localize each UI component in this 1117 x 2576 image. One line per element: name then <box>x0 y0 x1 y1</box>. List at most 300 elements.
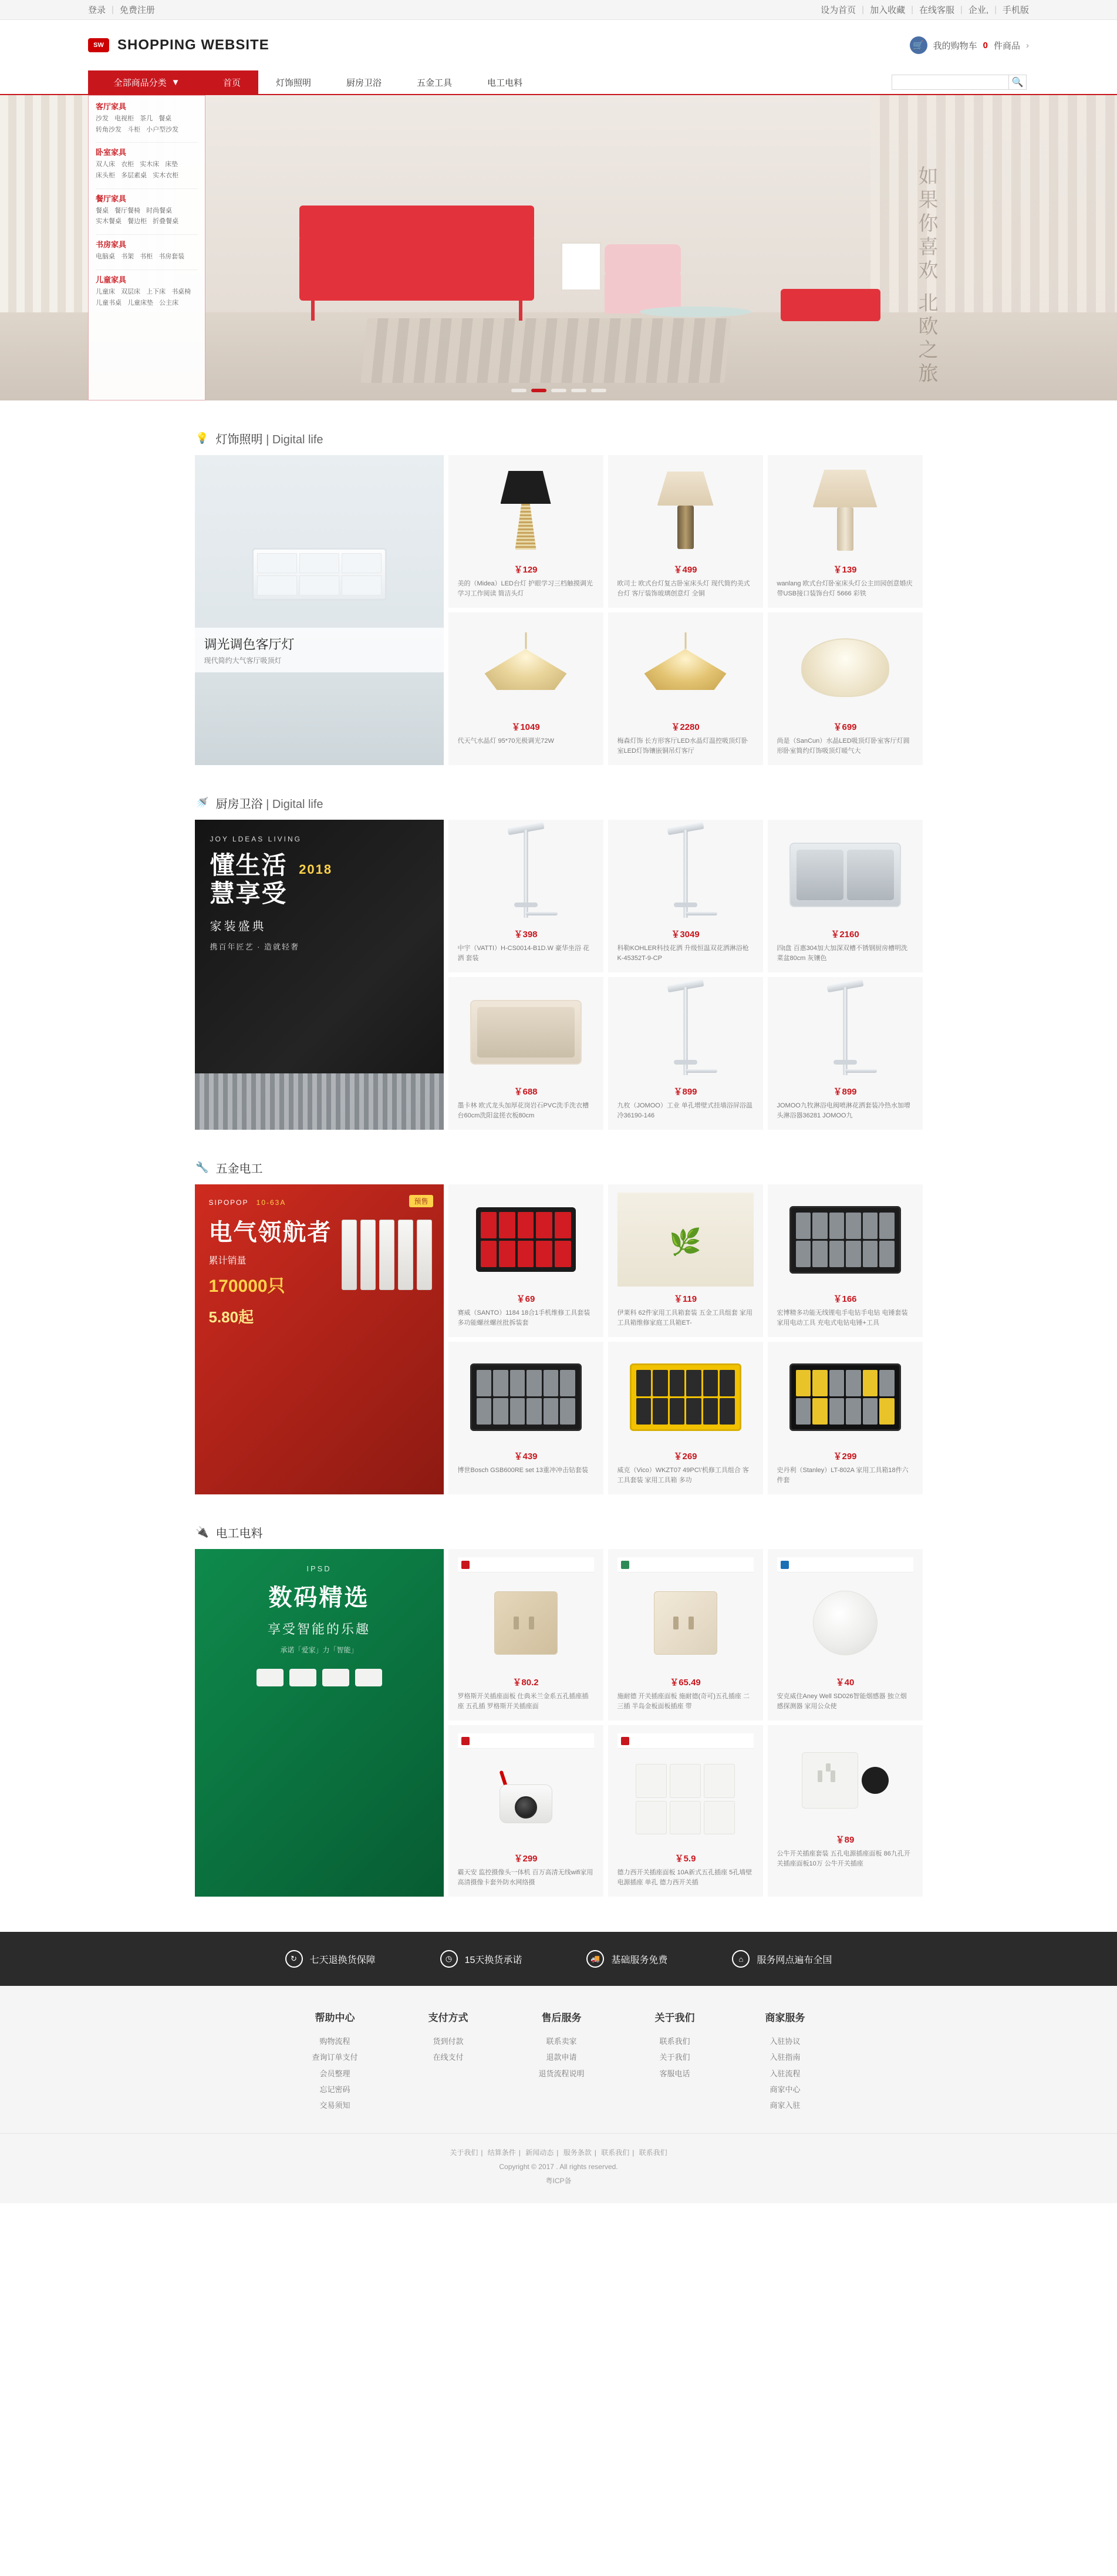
brand-header <box>458 1557 594 1572</box>
product-price: ￥40 <box>835 1678 855 1688</box>
service-item-shipping[interactable] <box>586 1950 667 1968</box>
section-lighting <box>195 400 923 765</box>
food-banner-art <box>617 1193 754 1287</box>
chandelier-art <box>482 632 570 703</box>
service-bar <box>0 1932 1117 1986</box>
category-link[interactable]: 上下床 <box>146 288 166 295</box>
device-art <box>210 1669 428 1686</box>
footer-link[interactable]: 联系我们 <box>659 2037 690 2046</box>
category-link[interactable]: 书架 <box>121 253 134 261</box>
carousel-dot[interactable] <box>511 389 527 392</box>
footer-bottom-link[interactable]: 结算条件 <box>487 2149 516 2157</box>
product-desc: 威克（Vico）WKZT07 49PC\'机修工具组合 客工具套装 家用工具箱 多功 <box>617 1467 749 1484</box>
promo-title: 调光调色客厅灯 <box>204 637 295 652</box>
product-price: ￥299 <box>833 1452 857 1462</box>
product-card[interactable] <box>448 455 603 608</box>
service-label: 基础服务免费 <box>611 1955 668 1965</box>
product-image <box>777 1733 913 1827</box>
product-card[interactable] <box>768 455 923 608</box>
nav-item-kitchen[interactable]: 厨房卫浴 <box>346 78 382 88</box>
register-link[interactable]: 免费注册 <box>119 5 155 15</box>
product-desc: 中宇（VATTI）H-CS0014-B1D.W 豪华坐浴 花洒 套装 <box>457 945 590 962</box>
footer-column-title: 帮助中心 <box>315 2012 355 2023</box>
product-card[interactable] <box>768 1184 923 1337</box>
product-image <box>458 828 594 922</box>
product-desc: 伊莱科 62件家用工具箱套装 五金工具组套 家用工具箱维修家庭工具箱ET- <box>617 1309 752 1326</box>
product-image <box>617 1576 754 1670</box>
product-desc: 安克威住Aney Well SD026智能烟感器 独立烟感探测器 家用公众使 <box>777 1693 907 1710</box>
wall-socket-gold-art <box>494 1591 558 1655</box>
category-link[interactable]: 实木衣柜 <box>153 172 179 180</box>
category-link[interactable]: 多层素桌 <box>121 172 147 180</box>
divider <box>96 142 198 143</box>
section-title <box>216 1524 263 1541</box>
footer-column-title: 支付方式 <box>428 2012 468 2023</box>
cart-count: 0 <box>983 40 988 50</box>
category-link[interactable]: 小户型沙发 <box>146 126 179 133</box>
shower-faucet-art <box>497 825 555 925</box>
product-card[interactable] <box>768 820 923 972</box>
footer-bottom <box>0 2133 1117 2203</box>
promo-eyebrow: IPSD <box>306 1564 332 1573</box>
promo-brand: SIPOPOP <box>208 1198 249 1207</box>
product-card[interactable] <box>608 1725 763 1897</box>
product-card[interactable] <box>608 1342 763 1494</box>
nav-item-hardware[interactable]: 五金工具 <box>417 78 453 88</box>
tool-case-art <box>789 1206 901 1274</box>
section-subtitle-text: | Digital life <box>266 798 323 811</box>
product-desc: 科勒KOHLER科技花洒 升级恒温双花洒淋浴枪 K-45352T-9-CP <box>617 945 749 962</box>
set-homepage-link[interactable]: 设为首页 <box>821 5 856 15</box>
product-price: ￥269 <box>673 1452 697 1462</box>
service-item-exchange[interactable] <box>440 1950 522 1968</box>
category-link[interactable]: 餐边柜 <box>127 218 147 225</box>
service-item-return[interactable] <box>285 1950 376 1968</box>
brand-icon <box>621 1561 629 1569</box>
footer-column-payment <box>428 2009 468 2113</box>
product-card[interactable] <box>448 1184 603 1337</box>
promo-banner-hardware[interactable] <box>195 1184 444 1494</box>
service-label: 七天退换货保障 <box>309 1955 376 1965</box>
stone-sink-art <box>470 1000 582 1065</box>
nav-item-electrical[interactable]: 电工电料 <box>487 78 523 88</box>
footer-column-about <box>655 2009 695 2113</box>
footer-link[interactable]: 购物流程 <box>319 2037 350 2046</box>
footer-bottom-link[interactable]: 服务条款 <box>563 2149 592 2157</box>
product-price: ￥899 <box>673 1087 697 1097</box>
logo[interactable] <box>88 37 269 53</box>
service-item-network[interactable] <box>732 1950 832 1968</box>
footer-bottom-link[interactable]: 新闻动态 <box>525 2149 554 2157</box>
lamp-base-art <box>515 504 536 550</box>
product-desc: 欧司士 欧式台灯复古卧室床头灯 现代简约美式台灯 客厅装饰玻璃创意灯 全铜 <box>617 580 750 597</box>
cart-label: 我的购物车 <box>933 41 977 51</box>
product-price: ￥2280 <box>671 722 700 732</box>
product-image <box>617 621 754 715</box>
promo-title: 数码精选 <box>268 1585 370 1611</box>
clock-icon: ◷ <box>440 1950 458 1968</box>
footer-column-merchant <box>765 2009 805 2113</box>
product-grid <box>195 1184 923 1494</box>
footer-link[interactable]: 货到付款 <box>433 2037 464 2046</box>
promo-banner-electrical[interactable] <box>195 1549 444 1897</box>
product-desc: 尚是（SanCun）水晶LED吸顶灯卧室客厅灯圆形卧室简约灯饰吸顶灯暖气大 <box>777 738 910 755</box>
category-link[interactable]: 书桌椅 <box>171 288 191 295</box>
category-links <box>96 159 198 181</box>
logo-badge-text: SW <box>93 42 104 49</box>
logo-text: SHOPPING WEBSITE <box>117 37 269 53</box>
product-price: ￥899 <box>833 1087 857 1097</box>
tool-case-black-art <box>789 1363 901 1431</box>
hero-banner[interactable] <box>0 95 1117 400</box>
shower-faucet-art <box>656 982 715 1082</box>
product-grid <box>195 1549 923 1897</box>
category-link[interactable]: 公主床 <box>159 299 179 307</box>
promo-badge: 2018 <box>299 862 333 877</box>
product-price: ￥1049 <box>511 722 540 732</box>
category-group-title: 书房家具 <box>96 240 127 250</box>
footer-link[interactable]: 客服电话 <box>659 2069 690 2078</box>
lamp-base-art <box>677 506 694 549</box>
steel-sink-art <box>789 843 901 907</box>
mobile-link[interactable]: 手机版 <box>1002 5 1029 15</box>
truck-icon: 🚚 <box>586 1950 604 1968</box>
lamp-shade-art <box>657 472 714 506</box>
chevron-down-icon: ▼ <box>171 77 180 87</box>
shower-faucet-art <box>656 825 715 925</box>
category-link[interactable]: 转角沙发 <box>96 126 122 133</box>
promo-banner-lighting[interactable] <box>195 455 444 765</box>
drill-case-art <box>470 1363 582 1431</box>
category-link[interactable]: 餐桌 <box>96 207 109 214</box>
footer-link[interactable]: 商家中心 <box>770 2085 801 2094</box>
section-title-text: 灯饰照明 <box>215 433 263 446</box>
tool-icon: 🔧 <box>195 1161 209 1173</box>
site-footer <box>0 1986 1117 2203</box>
category-link[interactable]: 电脑桌 <box>96 253 115 261</box>
footer-link[interactable]: 入驻协议 <box>770 2037 801 2046</box>
kitchen-icon: 🚿 <box>195 797 209 809</box>
category-link[interactable]: 实木餐桌 <box>96 218 122 225</box>
carousel-dot[interactable] <box>571 389 586 392</box>
top-bar-left <box>88 4 155 16</box>
footer-column-title: 售后服务 <box>541 2012 582 2023</box>
ceiling-lamp-art <box>252 548 387 601</box>
footer-link[interactable]: 联系卖家 <box>546 2037 577 2046</box>
category-link[interactable]: 斗柜 <box>127 126 141 133</box>
product-price: ￥699 <box>833 722 857 732</box>
product-price: ￥65.49 <box>670 1678 701 1688</box>
product-desc: 代天气水晶灯 95*70光极调光72W <box>457 738 554 745</box>
brand-header <box>458 1733 594 1749</box>
product-desc: 德力西开关插座面板 10A新式五孔插座 5孔墙壁电源插座 单孔 德力西开关插 <box>617 1869 752 1886</box>
product-price: ￥69 <box>516 1294 535 1304</box>
product-card[interactable] <box>768 1549 923 1720</box>
search-input[interactable] <box>892 75 1009 90</box>
enterprise-link[interactable]: 企业, <box>968 5 989 15</box>
icp-text: 粤ICP备 <box>545 2177 572 2186</box>
service-label: 15天换货承诺 <box>464 1955 522 1965</box>
shower-faucet-art <box>816 982 875 1082</box>
product-image <box>617 1193 754 1287</box>
product-desc: 宏博精多功能无线锂电手电钻手电钻 电锤套装家用电动工具 充电式电钻电锤+工具 <box>777 1309 908 1326</box>
carousel-dot[interactable] <box>551 389 566 392</box>
coffee-table-decor <box>640 307 751 317</box>
section-subtitle-text: | Digital life <box>266 433 323 446</box>
category-link[interactable]: 衣柜 <box>121 161 134 169</box>
lamp-shade-art <box>501 471 551 504</box>
divider: | <box>862 5 865 15</box>
search-icon[interactable]: 🔍 <box>1009 75 1027 90</box>
section-title-text: 五金电工 <box>215 1163 263 1176</box>
promo-number: 170000只 <box>208 1277 285 1296</box>
category-group <box>96 146 198 181</box>
brand-header <box>777 1557 913 1572</box>
refresh-icon: ↻ <box>285 1950 303 1968</box>
promo-title: 电气领航者 <box>208 1220 332 1245</box>
product-desc: 梅森灯饰 长方形客厅LED水晶灯温控吸顶灯卧室LED灯饰镶嵌铜吊灯客厅 <box>617 738 748 755</box>
product-image <box>458 1752 594 1846</box>
lamp-shade-art <box>813 470 878 507</box>
promo-tag: 承诺「爱家」力「智能」 <box>280 1646 358 1654</box>
product-image <box>777 463 913 557</box>
product-price: ￥299 <box>514 1854 538 1864</box>
product-image <box>617 463 754 557</box>
footer-link[interactable]: 忘记密码 <box>319 2085 350 2094</box>
product-card[interactable] <box>608 455 763 608</box>
nav-item-home[interactable]: 首页 <box>205 70 258 94</box>
section-title <box>216 1159 263 1176</box>
wall-socket-cream-art <box>654 1591 717 1655</box>
brand-icon <box>621 1737 629 1745</box>
product-image <box>458 1350 594 1444</box>
product-price: ￥139 <box>833 565 857 575</box>
product-card[interactable] <box>608 977 763 1130</box>
brand-icon <box>461 1561 470 1569</box>
all-categories-button[interactable] <box>88 70 205 94</box>
nav-search-area <box>892 70 1029 94</box>
product-card[interactable] <box>448 1549 603 1720</box>
category-link[interactable]: 餐桌 <box>158 115 172 122</box>
category-group-title: 儿童家具 <box>96 275 127 284</box>
promo-banner-kitchen[interactable] <box>195 820 444 1130</box>
nav-items <box>205 70 540 94</box>
product-price: ￥166 <box>833 1294 857 1304</box>
logo-badge-icon <box>88 38 109 52</box>
category-link[interactable]: 沙发 <box>96 115 109 122</box>
category-link[interactable]: 儿童书桌 <box>96 299 122 307</box>
tool-kit-red-art <box>476 1207 576 1272</box>
product-price: ￥119 <box>673 1294 697 1304</box>
category-link[interactable]: 床头柜 <box>96 172 115 180</box>
promo-price: 5.80起 <box>208 1308 254 1326</box>
chandelier-gold-art <box>642 632 730 703</box>
kitchen-rack-decor <box>195 1073 444 1130</box>
product-desc: JOMOO九牧淋浴电阀喷淋花洒套装冷热水加增头淋浴器36281 JOMOO九 <box>777 1102 910 1119</box>
category-link[interactable]: 书柜 <box>140 253 153 261</box>
product-image <box>458 621 594 715</box>
footer-link[interactable]: 商家入驻 <box>770 2101 801 2110</box>
footer-link[interactable]: 关于我们 <box>659 2053 690 2062</box>
category-link[interactable]: 茶几 <box>140 115 153 122</box>
product-card[interactable] <box>608 1184 763 1337</box>
product-card[interactable] <box>608 820 763 972</box>
cart-icon: 🛒 <box>910 36 927 54</box>
footer-link[interactable]: 退货流程说明 <box>538 2069 585 2078</box>
product-price: ￥3049 <box>671 930 700 940</box>
top-bar <box>0 0 1117 20</box>
carousel-dot[interactable] <box>591 389 606 392</box>
footer-bottom-link[interactable]: 联系我们 <box>601 2149 630 2157</box>
product-price: ￥89 <box>835 1835 855 1845</box>
category-link[interactable]: 餐厅餐椅 <box>114 207 141 214</box>
product-card[interactable] <box>608 1549 763 1720</box>
category-group <box>96 100 198 135</box>
product-card[interactable] <box>448 612 603 765</box>
footer-link[interactable]: 交易须知 <box>319 2101 350 2110</box>
product-card[interactable] <box>768 1725 923 1897</box>
product-desc: 霸天安 监控摄像头一体机 百万高清无线wifi家用高清摄像卡套外防水网络摄 <box>457 1869 593 1886</box>
product-price: ￥499 <box>673 565 697 575</box>
leaf-icon: 🌿 <box>669 1228 701 1257</box>
footer-link[interactable]: 会员整理 <box>319 2069 350 2078</box>
carousel-dot-active[interactable] <box>531 389 546 392</box>
cart-unit: 件商品 <box>993 41 1020 51</box>
category-panel <box>88 95 205 400</box>
product-desc: 九枚（JOMOO）工业 单孔增壁式挂墙浴屏浴温冷36190-146 <box>617 1102 752 1119</box>
product-card[interactable] <box>448 1342 603 1494</box>
promo-sub: 家装盛典 <box>210 920 266 933</box>
product-image <box>458 1193 594 1287</box>
footer-column-aftersale <box>539 2009 585 2113</box>
product-card[interactable] <box>768 977 923 1130</box>
product-card[interactable] <box>448 977 603 1130</box>
hero-carousel-dots[interactable] <box>511 389 606 392</box>
category-link[interactable]: 双人床 <box>96 161 115 169</box>
footer-column-help <box>312 2009 357 2113</box>
footer-bottom-link[interactable]: 关于我们 <box>450 2149 478 2157</box>
brand-header <box>617 1557 754 1572</box>
socket-plug-art <box>802 1752 889 1809</box>
section-kitchen <box>195 765 923 1130</box>
nav-item-lighting[interactable]: 灯饰照明 <box>276 78 312 88</box>
category-link[interactable]: 实木床 <box>140 161 160 169</box>
divider: | <box>994 5 997 15</box>
category-links <box>96 251 198 262</box>
product-price: ￥5.9 <box>674 1854 696 1864</box>
category-link[interactable]: 折叠餐桌 <box>153 218 179 225</box>
section-header <box>195 794 923 820</box>
product-card[interactable] <box>768 1342 923 1494</box>
product-card[interactable] <box>448 820 603 972</box>
section-header <box>195 430 923 455</box>
brand-header <box>617 1733 754 1749</box>
promo-subtitle: 现代简约大气客厅吸顶灯 <box>204 656 282 665</box>
plug-icon: 🔌 <box>195 1526 209 1538</box>
category-link[interactable]: 儿童床垫 <box>127 299 154 307</box>
socket-panels-art <box>636 1764 735 1834</box>
category-links <box>96 206 198 227</box>
online-service-link[interactable]: 在线客服 <box>919 5 954 15</box>
footer-bottom-link[interactable]: 联系我们 <box>639 2149 667 2157</box>
hero-poem-text: 如果你喜欢 北欧之旅 <box>915 166 937 386</box>
section-title <box>216 794 323 811</box>
promo-line2: 慧享受 <box>210 880 288 908</box>
product-image <box>617 985 754 1079</box>
category-link[interactable]: 电视柜 <box>114 115 134 122</box>
lamp-icon: 💡 <box>195 432 209 444</box>
product-price: ￥129 <box>514 565 538 575</box>
smoke-detector-art <box>813 1591 878 1655</box>
product-desc: 施耐德 开关插座面板 施耐德(奇可)五孔插座 二三插 半岛金板面板插座 带 <box>617 1693 750 1710</box>
category-group-title: 卧室家具 <box>96 148 127 157</box>
product-image <box>777 1193 913 1287</box>
product-desc: 公牛开关插座套装 五孔电源插座面板 86九孔开关插座面板10万 公牛开关插座 <box>777 1850 910 1867</box>
footer-link[interactable]: 退款申请 <box>546 2053 577 2062</box>
login-link[interactable]: 登录 <box>88 5 106 15</box>
section-electrical <box>195 1494 923 1897</box>
product-image <box>777 1576 913 1670</box>
product-image <box>458 463 594 557</box>
product-price: ￥80.2 <box>512 1678 539 1688</box>
product-image <box>458 985 594 1079</box>
brand-icon <box>461 1737 470 1745</box>
add-favorite-link[interactable]: 加入收藏 <box>870 5 906 15</box>
promo-line1: 懂生活 <box>210 851 288 879</box>
footer-link[interactable]: 查询订单支付 <box>312 2053 358 2062</box>
promo-sub: 累计销量 <box>208 1256 247 1266</box>
promo-sub: 享受智能的乐趣 <box>267 1622 370 1636</box>
product-grid <box>195 820 923 1130</box>
product-card[interactable] <box>608 612 763 765</box>
footer-link[interactable]: 入驻流程 <box>770 2069 801 2078</box>
category-group <box>96 274 198 308</box>
breaker-art <box>342 1220 432 1290</box>
section-header <box>195 1159 923 1184</box>
section-title-text: 电工电料 <box>215 1527 263 1540</box>
promo-model: 10-63A <box>256 1198 286 1207</box>
product-desc: wanlang 欧式台灯卧室床头灯公主田园创意婚庆带USB接口装饰台灯 5666 彩铁 <box>777 580 913 597</box>
site-header <box>0 20 1117 70</box>
picture-frame-decor <box>561 242 602 291</box>
promo-badge: 预售 <box>409 1195 433 1207</box>
category-link[interactable]: 书房套装 <box>158 253 185 261</box>
product-price: ￥439 <box>514 1452 538 1462</box>
divider: | <box>911 5 913 15</box>
category-link[interactable]: 双层床 <box>121 288 141 295</box>
footer-column-title: 商家服务 <box>765 2012 805 2023</box>
product-price: ￥2160 <box>831 930 859 940</box>
footer-column-title: 关于我们 <box>654 2012 695 2023</box>
product-price: ￥398 <box>514 930 538 940</box>
store-icon: ⌂ <box>732 1950 750 1968</box>
cart-widget[interactable] <box>910 36 1029 54</box>
product-image <box>777 621 913 715</box>
category-link[interactable]: 床垫 <box>165 161 178 169</box>
section-title-text: 厨房卫浴 <box>215 798 263 811</box>
product-card[interactable] <box>448 1725 603 1897</box>
category-links <box>96 113 198 135</box>
footer-link[interactable]: 入驻指南 <box>770 2053 801 2062</box>
section-hardware <box>195 1130 923 1494</box>
product-card[interactable] <box>768 612 923 765</box>
sofa-decor <box>299 236 534 301</box>
category-link[interactable]: 时尚餐桌 <box>146 207 173 214</box>
category-link[interactable]: 儿童床 <box>96 288 115 295</box>
footer-link[interactable]: 在线支付 <box>433 2053 464 2062</box>
product-image <box>777 985 913 1079</box>
product-image <box>777 1350 913 1444</box>
